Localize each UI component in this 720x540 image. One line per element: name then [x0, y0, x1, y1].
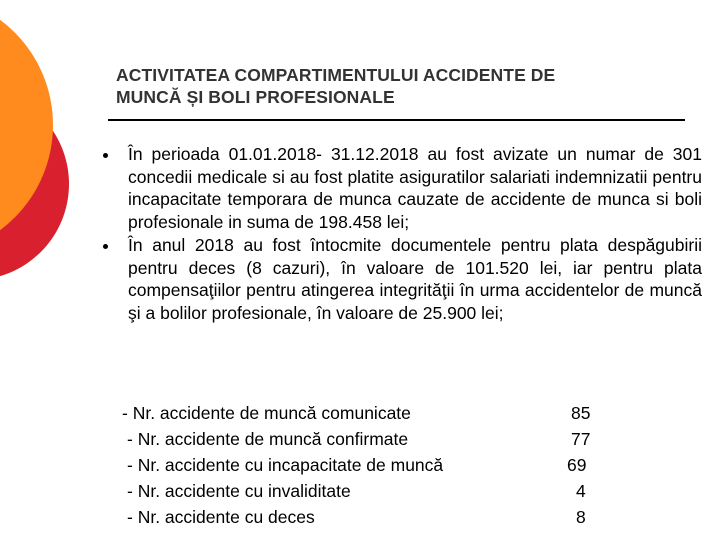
stat-label: - Nr. accidente de muncă confirmate — [127, 429, 409, 449]
bullet-text: În anul 2018 au fost întocmite documentele pentru plata despăgubirii pentru deces (8 cazuri), în valoare de 101.520 lei, iar pentru plata compensaţiilor pentru atingerea integrităţii în urma accidentelor de muncă şi a bolilor profesionale, în valoare de 25.900 lei; — [128, 235, 702, 323]
bullet-item-compensation — [100, 234, 702, 324]
stat-row-confirmed — [120, 426, 620, 452]
title-line-2: MUNCĂ ȘI BOLI PROFESIONALE — [116, 87, 395, 107]
stat-value: 69 — [567, 455, 587, 475]
stat-label: - Nr. accidente de muncă comunicate — [122, 403, 411, 423]
accident-stats-list — [120, 400, 620, 530]
stat-value: 8 — [576, 507, 586, 527]
bullet-item-sick-leave — [100, 143, 702, 233]
bullet-icon — [103, 244, 108, 249]
title-line-1: ACTIVITATEA COMPARTIMENTULUI ACCIDENTE DE — [116, 65, 556, 85]
stat-label: - Nr. accidente cu incapacitate de muncă — [127, 455, 444, 475]
bullet-icon — [103, 153, 108, 158]
bullet-list — [100, 143, 702, 325]
bullet-text: În perioada 01.01.2018- 31.12.2018 au fost avizate un numar de 301 concedii medicale si au fost platite asiguratilor salariati indemnizatii pentru incapacitate temporara de munca cauzate de accidente de munca si boli profesionale in suma de 198.458 lei; — [128, 144, 702, 232]
stat-value: 77 — [571, 429, 591, 449]
stat-row-incapacity — [120, 452, 620, 478]
stat-value: 85 — [571, 403, 591, 423]
stat-row-reported — [120, 400, 620, 426]
stat-row-death — [120, 504, 620, 530]
stat-value: 4 — [576, 481, 586, 501]
stat-label: - Nr. accidente cu invaliditate — [127, 481, 351, 501]
title-divider — [108, 119, 685, 121]
stat-row-disability — [120, 478, 620, 504]
stat-label: - Nr. accidente cu deces — [127, 507, 315, 527]
slide-title — [116, 64, 696, 108]
